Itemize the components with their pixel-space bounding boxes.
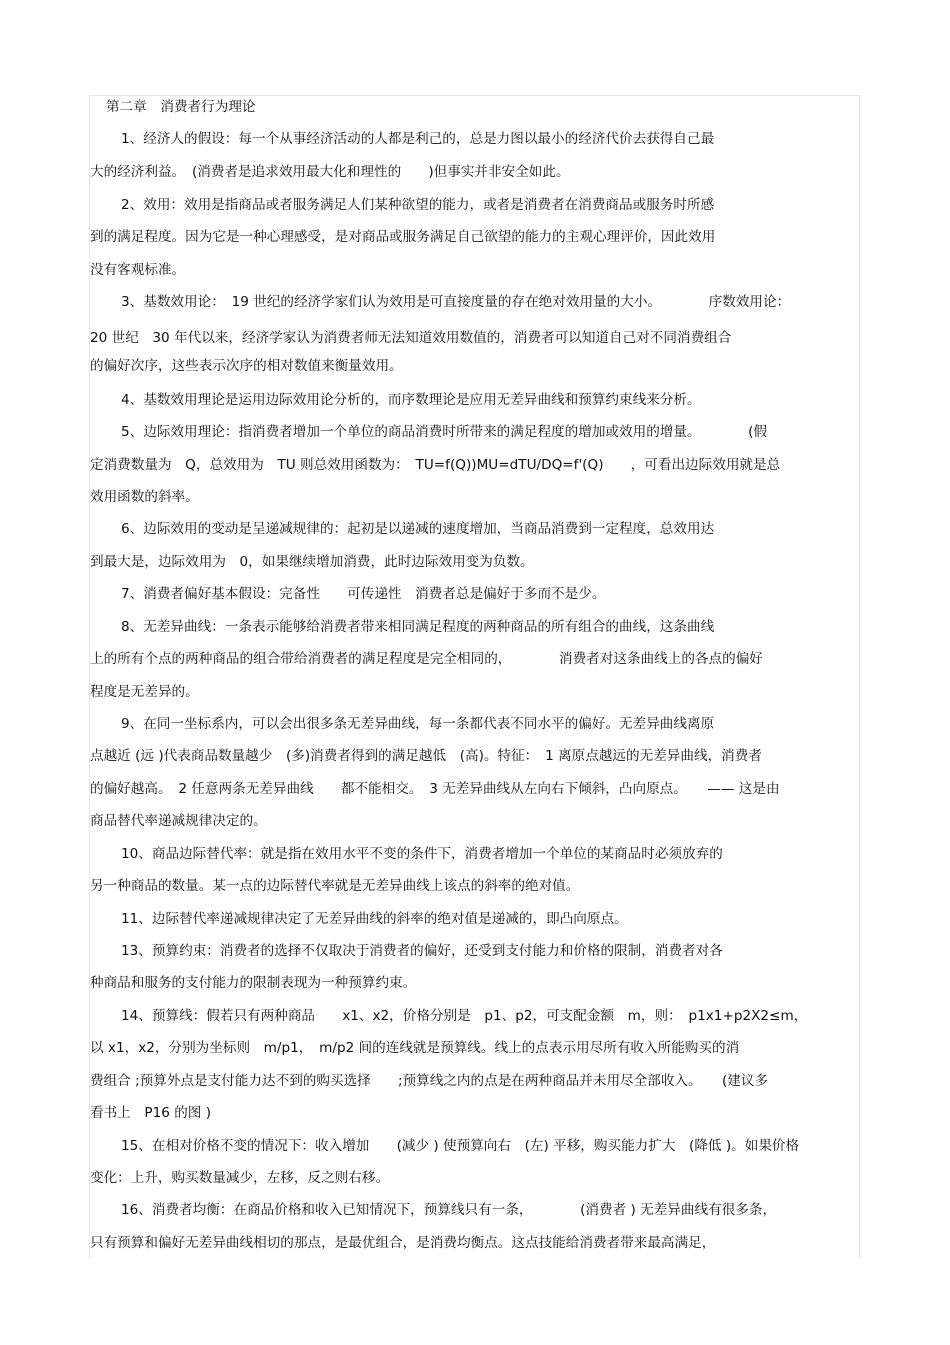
text-line: 5、边际效用理论：指消费者增加一个单位的商品消费时所带来的满足程度的增加或效用的增量。 (假 (121, 424, 768, 440)
text-line: 程度是无差异的。 (90, 684, 199, 700)
text-line: 没有客观标准。 (90, 262, 186, 278)
text-line: 点越近 (远 )代表商品数量越少 (多)消费者得到的满足越低 (高)。特征： 1 离原点越远的无差异曲线，消费者 (90, 748, 762, 764)
text-line: 11、边际替代率递减规律决定了无差异曲线的斜率的绝对值是递减的，即凸向原点。 (121, 911, 628, 927)
chapter-title: 第二章 消费者行为理论 (106, 99, 256, 115)
text-line: 效用函数的斜率。 (90, 489, 199, 505)
text-line: 7、消费者偏好基本假设：完备性 可传递性 消费者总是偏好于多而不是少。 (121, 586, 606, 602)
text-line: 只有预算和偏好无差异曲线相切的那点，是最优组合，是消费均衡点。这点技能给消费者带来最高满足， (90, 1235, 716, 1251)
text-line: 到的满足程度。因为它是一种心理感受，是对商品或服务满足自己欲望的能力的主观心理评价，因此效用 (90, 229, 716, 245)
text-line: 20 世纪 30 年代以来，经济学家认为消费者师无法知道效用数值的，消费者可以知道自己对不同消费组合 (90, 330, 732, 346)
text-line: 4、基数效用理论是运用边际效用论分析的，而序数理论是应用无差异曲线和预算约束线来分析。 (121, 392, 701, 408)
text-line: 15、在相对价格不变的情况下：收入增加 (减少 ) 使预算向右 (左) 平移，购买能力扩大 (降低 )。如果价格 (121, 1138, 800, 1154)
text-line: 看书上 P16 的图 ) (90, 1105, 212, 1121)
text-line: 13、预算约束：消费者的选择不仅取决于消费者的偏好，还受到支付能力和价格的限制，消费者对各 (121, 943, 723, 959)
text-line: 2、效用：效用是指商品或者服务满足人们某种欲望的能力，或者是消费者在消费商品或服务时所感 (121, 197, 715, 213)
text-line: 10、商品边际替代率：就是指在效用水平不变的条件下，消费者增加一个单位的某商品时必须放弃的 (121, 846, 723, 862)
text-line: 大的经济利益。 (消费者是追求效用最大化和理性的 )但事实并非安全如此。 (90, 164, 570, 180)
text-line: 变化：上升，购买数量减少，左移，反之则右移。 (90, 1170, 390, 1186)
text-line: 上的所有个点的两种商品的组合带给消费者的满足程度是完全相同的， 消费者对这条曲线上的各点的偏好 (90, 651, 763, 667)
text-line: 8、无差异曲线：一条表示能够给消费者带来相同满足程度的两种商品的所有组合的曲线，这条曲线 (121, 619, 715, 635)
text-line: 6、边际效用的变动是呈递减规律的：起初是以递减的速度增加，当商品消费到一定程度，总效用达 (121, 521, 715, 537)
text-line: 定消费数量为 Q，总效用为 TU 则总效用函数为： TU=f(Q))MU=dTU/DQ=f'(Q) ，可看出边际效用就是总 (90, 457, 781, 473)
text-line: 商品替代率递减规律决定的。 (90, 813, 267, 829)
text-line: 到最大是，边际效用为 0，如果继续增加消费，此时边际效用变为负数。 (90, 554, 534, 570)
text-line: 1、经济人的假设：每一个从事经济活动的人都是利己的，总是力图以最小的经济代价去获得自己最 (121, 131, 715, 147)
text-line: 14、预算线：假若只有两种商品 x1、x2，价格分别是 p1、p2，可支配金额 m，则： p1x1+p2X2≤m， (121, 1008, 808, 1024)
text-line: 16、消费者均衡：在商品价格和收入已知情况下，预算线只有一条， (消费者 ) 无差异曲线有很多条， (121, 1202, 777, 1218)
text-line: 以 x1，x2，分别为坐标则 m/p1， m/p2 间的连线就是预算线。线上的点表示用尽所有收入所能购买的消 (90, 1040, 740, 1056)
text-line: 的偏好次序，这些表示次序的相对数值来衡量效用。 (90, 358, 403, 374)
text-line: 9、在同一坐标系内，可以会出很多条无差异曲线，每一条都代表不同水平的偏好。无差异曲线离原 (121, 716, 715, 732)
text-line: 另一种商品的数量。某一点的边际替代率就是无差异曲线上该点的斜率的绝对值。 (90, 878, 580, 894)
text-line: 3、基数效用论： 19 世纪的经济学家们认为效用是可直接度量的存在绝对效用量的大小。 序数效用论： (121, 294, 791, 310)
text-line: 的偏好越高。 2 任意两条无差异曲线 都不能相交。 3 无差异曲线从左向右下倾斜，凸向原点。 —— 这是由 (90, 781, 780, 797)
text-line: 费组合 ;预算外点是支付能力达不到的购买选择 ;预算线之内的点是在两种商品并未用尽全部收入。 (建议多 (90, 1073, 769, 1089)
text-line: 种商品和服务的支付能力的限制表现为一种预算约束。 (90, 975, 417, 991)
